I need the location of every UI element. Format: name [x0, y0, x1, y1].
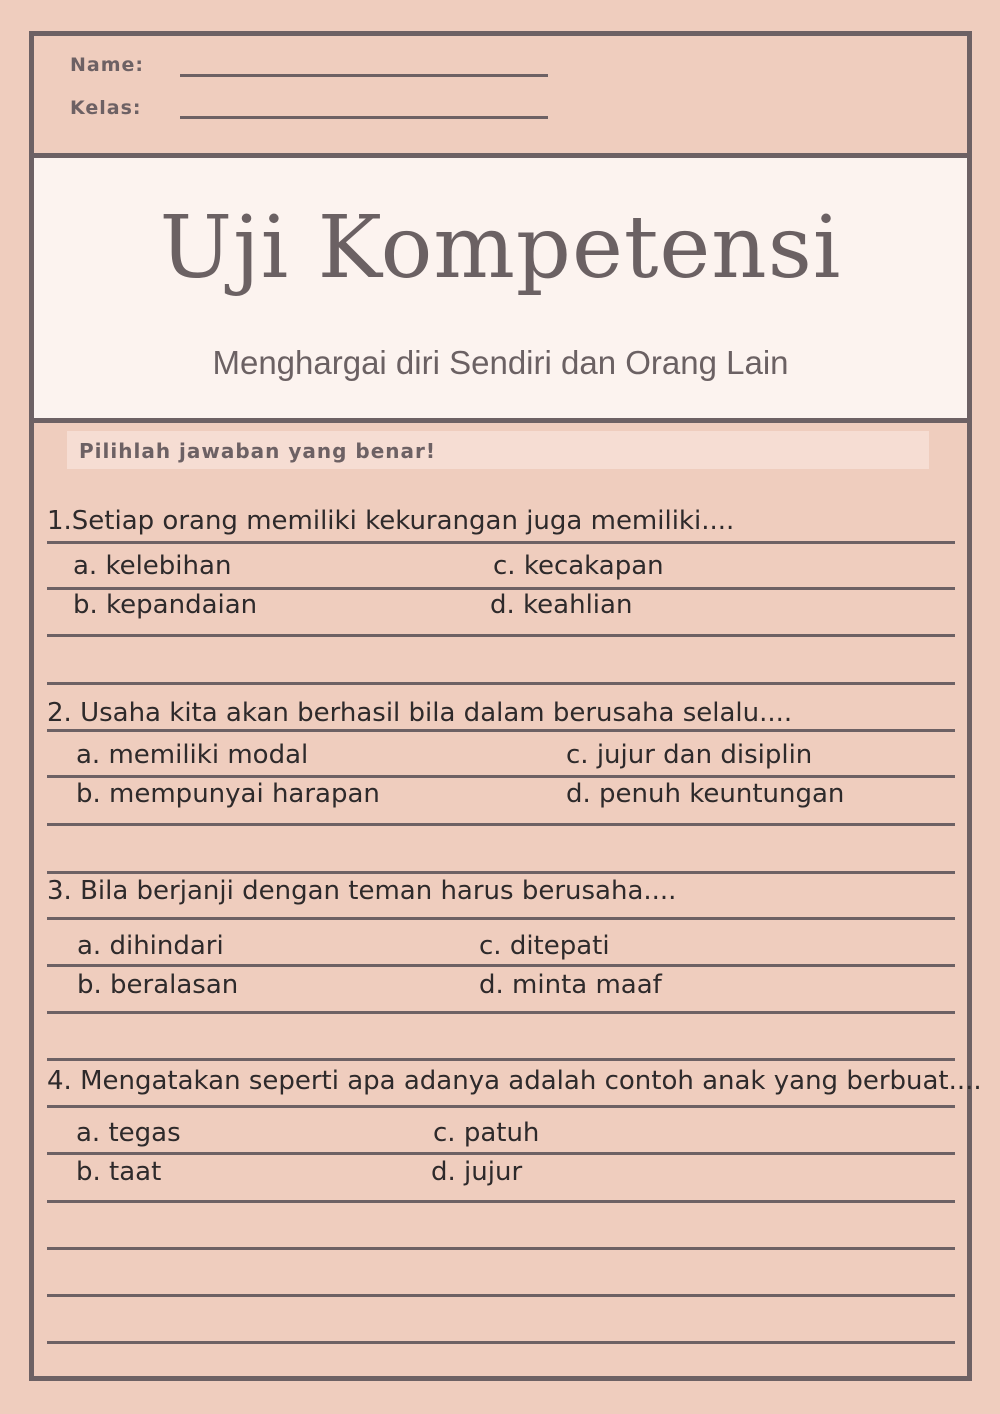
question-2-option-b[interactable]: b. mempunyai harapan: [76, 779, 380, 809]
question-2-option-c[interactable]: c. jujur dan disiplin: [566, 740, 813, 770]
ruled-line: [47, 1105, 955, 1108]
question-2: 2. Usaha kita akan berhasil bila dalam berusaha selalu....: [47, 698, 793, 728]
question-1: 1.Setiap orang memiliki kekurangan juga memiliki....: [47, 506, 735, 536]
ruled-line: [47, 541, 955, 544]
question-3-option-d[interactable]: d. minta maaf: [479, 970, 662, 1000]
ruled-line: [47, 917, 955, 920]
ruled-line: [47, 1294, 955, 1297]
question-1-option-c[interactable]: c. kecakapan: [493, 551, 664, 581]
name-field-line[interactable]: [180, 74, 548, 77]
name-label: Name:: [70, 54, 145, 76]
page-subtitle: Menghargai diri Sendiri dan Orang Lain: [212, 344, 789, 381]
class-field-line[interactable]: [180, 116, 548, 119]
ruled-line: [47, 964, 955, 967]
ruled-line: [47, 634, 955, 637]
instruction-banner: Pilihlah jawaban yang benar!: [67, 431, 929, 469]
question-4-option-a[interactable]: a. tegas: [76, 1118, 181, 1148]
ruled-line: [47, 1200, 955, 1203]
title-box: [29, 153, 972, 423]
class-label: Kelas:: [70, 97, 142, 119]
question-3-option-c[interactable]: c. ditepati: [479, 931, 610, 961]
question-4: 4. Mengatakan seperti apa adanya adalah contoh anak yang berbuat....: [47, 1066, 982, 1096]
question-4-option-b[interactable]: b. taat: [76, 1157, 162, 1187]
ruled-line: [47, 823, 955, 826]
ruled-line: [47, 1247, 955, 1250]
ruled-line: [47, 729, 955, 732]
question-1-option-b[interactable]: b. kepandaian: [73, 590, 258, 620]
ruled-line: [47, 682, 955, 685]
question-3-option-b[interactable]: b. beralasan: [77, 970, 239, 1000]
ruled-line: [47, 1011, 955, 1014]
question-3: 3. Bila berjanji dengan teman harus berusaha....: [47, 876, 677, 906]
page-title: Uji Kompetensi: [159, 198, 842, 298]
ruled-line: [47, 1058, 955, 1061]
question-2-option-d[interactable]: d. penuh keuntungan: [566, 779, 845, 809]
question-2-option-a[interactable]: a. memiliki modal: [76, 740, 309, 770]
question-1-option-d[interactable]: d. keahlian: [490, 590, 633, 620]
question-4-option-d[interactable]: d. jujur: [431, 1157, 523, 1187]
ruled-line: [47, 1341, 955, 1344]
question-3-option-a[interactable]: a. dihindari: [77, 931, 224, 961]
question-1-option-a[interactable]: a. kelebihan: [73, 551, 232, 581]
question-4-option-c[interactable]: c. patuh: [433, 1118, 540, 1148]
